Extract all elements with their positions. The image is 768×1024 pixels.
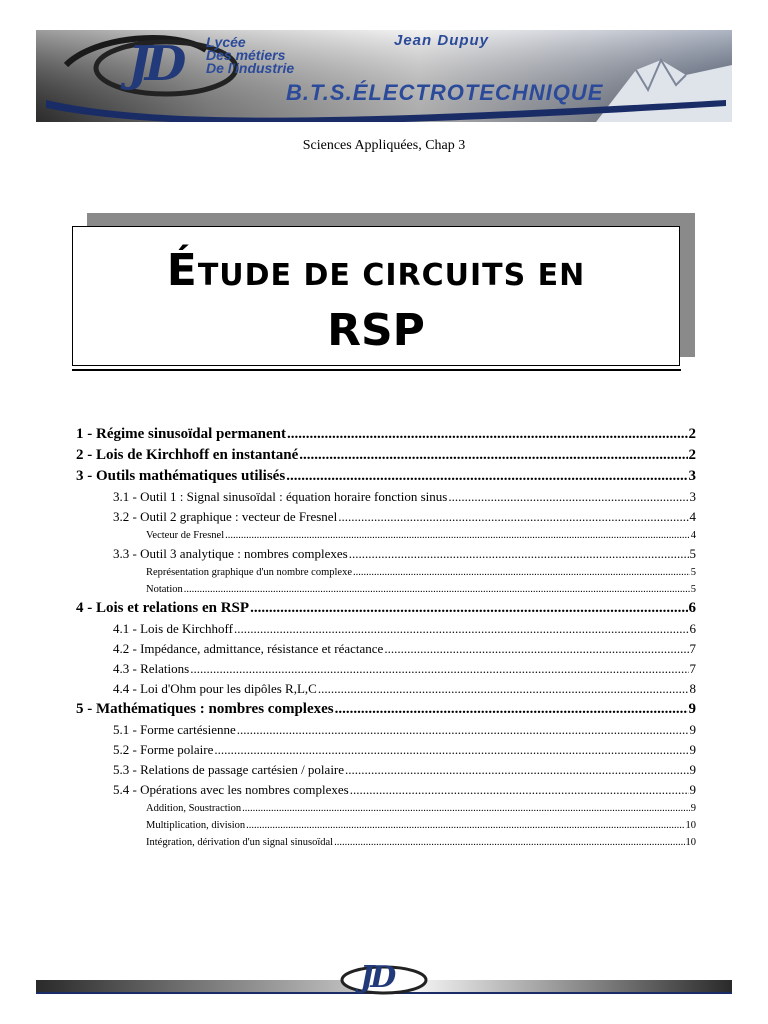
toc-entry[interactable] [76, 760, 696, 780]
title-line1 [73, 245, 679, 296]
toc-dots [335, 699, 688, 720]
toc-dots [214, 740, 688, 760]
school-block [206, 36, 294, 75]
toc-dots [287, 424, 688, 445]
toc-entry[interactable] [76, 740, 696, 760]
toc-dots [353, 564, 690, 581]
toc-entry[interactable] [76, 834, 696, 851]
toc-page: 4 [689, 509, 696, 524]
toc-entry-text: 2 - Lois de Kirchhoff en instantané [76, 447, 299, 463]
toc-dots [350, 780, 689, 800]
toc-entry[interactable] [76, 679, 696, 699]
toc-page: 5 [690, 567, 696, 578]
toc-entry-text: 4.1 - Lois de Kirchhoff [113, 621, 233, 636]
toc-entry-text: Représentation graphique d'un nombre complexe [146, 567, 352, 578]
toc-entry[interactable] [76, 720, 696, 740]
toc-page: 3 [688, 468, 696, 484]
toc-entry-text: Intégration, dérivation d'un signal sinusoïdal [146, 837, 334, 848]
toc-entry[interactable] [76, 817, 696, 834]
toc-entry-text: Vecteur de Fresnel [146, 530, 225, 541]
school-name: Jean Dupuy [394, 32, 490, 49]
toc-dots [246, 817, 684, 834]
toc-page: 2 [688, 426, 696, 442]
toc-page: 9 [689, 782, 696, 797]
toc-page: 4 [690, 530, 696, 541]
toc-dots [448, 487, 688, 507]
toc-dots [225, 527, 690, 544]
toc-dots [237, 720, 689, 740]
toc-entry-text: 5.4 - Opérations avec les nombres complexes [113, 782, 349, 797]
toc-page: 3 [689, 489, 696, 504]
toc-entry-text: Multiplication, division [146, 820, 246, 831]
toc-entry[interactable] [76, 639, 696, 659]
toc-entry[interactable] [76, 564, 696, 581]
header-banner [36, 30, 732, 122]
toc-entry-text: 5.2 - Forme polaire [113, 742, 214, 757]
toc-entry[interactable] [76, 527, 696, 544]
school-line2: Des métiers [206, 47, 286, 63]
toc-entry-text: 3 - Outils mathématiques utilisés [76, 468, 286, 484]
section-name: B.T.S.ÉLECTROTECHNIQUE [286, 80, 604, 105]
toc-entry[interactable] [76, 800, 696, 817]
toc-entry[interactable] [76, 780, 696, 800]
toc-page: 7 [689, 661, 696, 676]
toc-dots [299, 445, 687, 466]
title-underline [72, 369, 681, 371]
title-line2: RSP [327, 305, 425, 356]
title-cap: É [166, 245, 198, 296]
toc-entry-text: 5 - Mathématiques : nombres complexes [76, 701, 334, 717]
toc-page: 9 [688, 701, 696, 717]
toc-dots [338, 507, 688, 527]
toc-entry-text: 3.2 - Outil 2 graphique : vecteur de Fresnel [113, 509, 338, 524]
toc-dots [250, 598, 687, 619]
toc-entry[interactable] [76, 466, 696, 487]
toc-page: 9 [689, 742, 696, 757]
toc-entry-text: 3.1 - Outil 1 : Signal sinusoïdal : équation horaire fonction sinus [113, 489, 448, 504]
footer-logo: JD [360, 960, 393, 995]
toc-entry[interactable] [76, 445, 696, 466]
toc-page: 2 [688, 447, 696, 463]
toc-page: 10 [685, 837, 696, 848]
toc-page: 7 [689, 641, 696, 656]
toc-page: 6 [689, 621, 696, 636]
toc-entry-text: Addition, Soustraction [146, 803, 242, 814]
toc-entry[interactable] [76, 581, 696, 598]
school-line3: De l'industrie [206, 60, 295, 76]
toc-dots [334, 834, 684, 851]
toc-page: 10 [685, 820, 696, 831]
toc-dots [190, 659, 688, 679]
toc-page: 5 [689, 546, 696, 561]
toc-entry-text: 1 - Régime sinusoïdal permanent [76, 426, 286, 442]
toc-entry[interactable] [76, 699, 696, 720]
toc-dots [234, 619, 689, 639]
toc-entry[interactable] [76, 507, 696, 527]
toc-entry[interactable] [76, 619, 696, 639]
toc-entry-text: Notation [146, 584, 183, 595]
school-line1: Lycée [206, 34, 246, 50]
toc-entry-text: 4.4 - Loi d'Ohm pour les dipôles R,L,C [113, 681, 317, 696]
toc-page: 6 [688, 600, 696, 616]
toc-page: 5 [690, 584, 696, 595]
table-of-contents [76, 424, 696, 851]
toc-page: 9 [689, 762, 696, 777]
toc-entry[interactable] [76, 424, 696, 445]
toc-entry[interactable] [76, 659, 696, 679]
toc-dots [318, 679, 689, 699]
title-line1-rest: TUDE DE CIRCUITS EN [197, 258, 586, 293]
toc-dots [242, 800, 690, 817]
toc-entry-text: 4.2 - Impédance, admittance, résistance et réactance [113, 641, 384, 656]
toc-page: 8 [689, 681, 696, 696]
toc-dots [345, 760, 688, 780]
toc-page: 9 [690, 803, 696, 814]
toc-dots [286, 466, 687, 487]
toc-dots [349, 544, 689, 564]
logo: JD [128, 36, 181, 92]
chapter-subtitle: Sciences Appliquées, Chap 3 [302, 138, 466, 153]
toc-page: 9 [689, 722, 696, 737]
toc-entry[interactable] [76, 544, 696, 564]
toc-entry-text: 4 - Lois et relations en RSP [76, 600, 250, 616]
footer-bar [36, 958, 732, 998]
toc-entry-text: 5.1 - Forme cartésienne [113, 722, 236, 737]
toc-entry[interactable] [76, 487, 696, 507]
title-box [72, 226, 680, 366]
toc-dots [184, 581, 690, 598]
toc-entry[interactable] [76, 598, 696, 619]
toc-entry-text: 4.3 - Relations [113, 661, 190, 676]
toc-entry-text: 3.3 - Outil 3 analytique : nombres complexes [113, 546, 348, 561]
toc-entry-text: 5.3 - Relations de passage cartésien / polaire [113, 762, 345, 777]
toc-dots [384, 639, 688, 659]
